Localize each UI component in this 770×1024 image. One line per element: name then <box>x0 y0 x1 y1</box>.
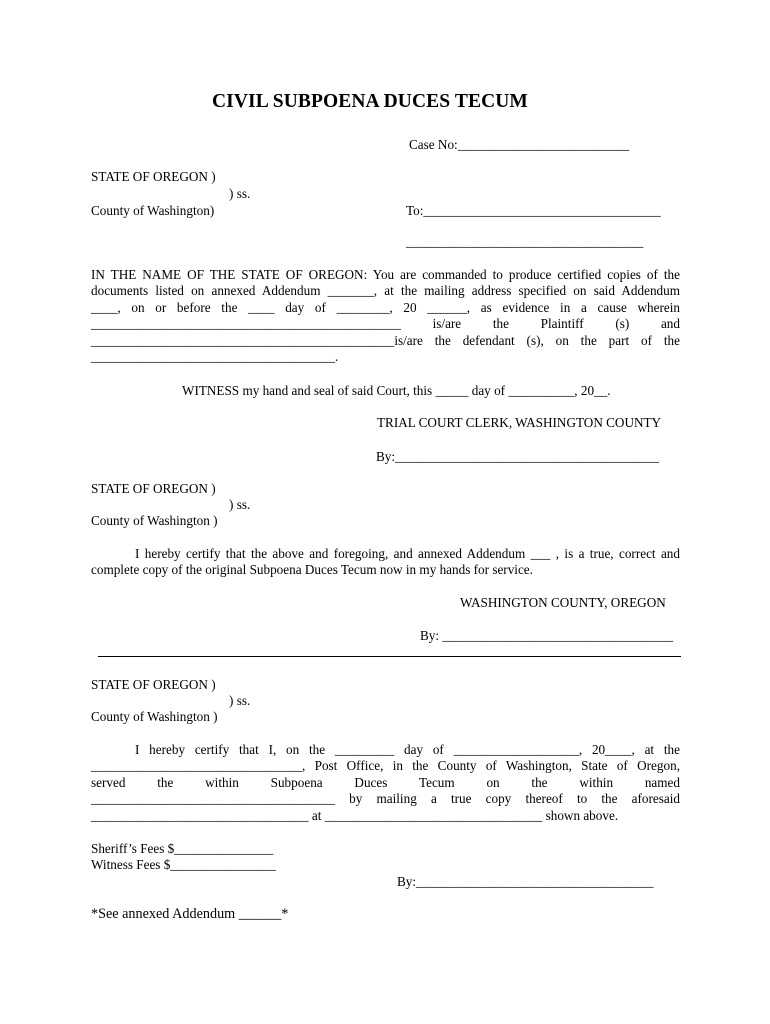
certification-last-line: complete copy of the original Subpoena Duces Tecum now in my hands for service. <box>91 562 533 577</box>
to-field-line-2: ____________________________________ <box>406 234 644 249</box>
venue-state-3: STATE OF OREGON ) <box>91 677 216 692</box>
document-title: CIVIL SUBPOENA DUCES TECUM <box>212 91 528 112</box>
venue-state-1: STATE OF OREGON ) <box>91 169 216 184</box>
command-line: ____, on or before the ____ day of ________, 20 ______, as evidence in a cause wherein <box>91 299 680 315</box>
venue-county-1: County of Washington) <box>91 203 215 218</box>
service-last-line: _________________________________ at _________________________________ shown above. <box>91 808 619 823</box>
service-line: served the within Subpoena Duces Tecum on the within named <box>91 774 680 790</box>
sheriff-fees-field: Sheriff’s Fees $_______________ <box>91 841 274 856</box>
service-certification-paragraph <box>91 742 680 808</box>
service-line: _____________________________________ by mailing a true copy thereof to the aforesaid <box>91 791 680 807</box>
certification-line: I hereby certify that the above and foregoing, and annexed Addendum ___ , is a true, correct and <box>135 546 680 561</box>
service-line: I hereby certify that I, on the _________ day of ___________________, 20____, at the <box>135 742 680 757</box>
county-signature-field: By: ___________________________________ <box>420 628 674 643</box>
county-label: WASHINGTON COUNTY, OREGON <box>460 595 666 610</box>
clerk-signature-field: By:________________________________________ <box>376 449 659 464</box>
venue-state-2: STATE OF OREGON ) <box>91 481 216 496</box>
to-field: To:____________________________________ <box>406 203 661 218</box>
clerk-title: TRIAL COURT CLERK, WASHINGTON COUNTY <box>377 415 662 430</box>
sheriff-signature-field: By:____________________________________ <box>397 874 654 889</box>
command-line: IN THE NAME OF THE STATE OF OREGON: You are commanded to produce certified copies of the <box>91 267 680 282</box>
command-paragraph <box>91 267 680 349</box>
case-number-field: Case No:__________________________ <box>409 137 630 152</box>
venue-ss-1: ) ss. <box>229 186 251 201</box>
venue-county-3: County of Washington ) <box>91 709 218 724</box>
witness-statement: WITNESS my hand and seal of said Court, this _____ day of __________, 20__. <box>182 383 611 398</box>
witness-fees-field: Witness Fees $________________ <box>91 857 276 872</box>
addendum-note: *See annexed Addendum ______* <box>91 906 289 922</box>
venue-ss-2: ) ss. <box>229 497 251 512</box>
venue-county-2: County of Washington ) <box>91 513 218 528</box>
command-line: _______________________________________________ is/are the Plaintiff (s) and <box>91 316 680 332</box>
venue-ss-3: ) ss. <box>229 693 251 708</box>
command-last-line: _____________________________________. <box>91 349 339 364</box>
certification-paragraph-1 <box>91 546 680 562</box>
service-line: ________________________________, Post Office, in the County of Washington, State of Oregon, <box>91 758 680 774</box>
command-line: documents listed on annexed Addendum _______, at the mailing address specified on said Addendum <box>91 283 680 299</box>
command-line: ______________________________________________is/are the defendant (s), on the part of the <box>91 332 680 348</box>
section-divider <box>98 656 681 657</box>
